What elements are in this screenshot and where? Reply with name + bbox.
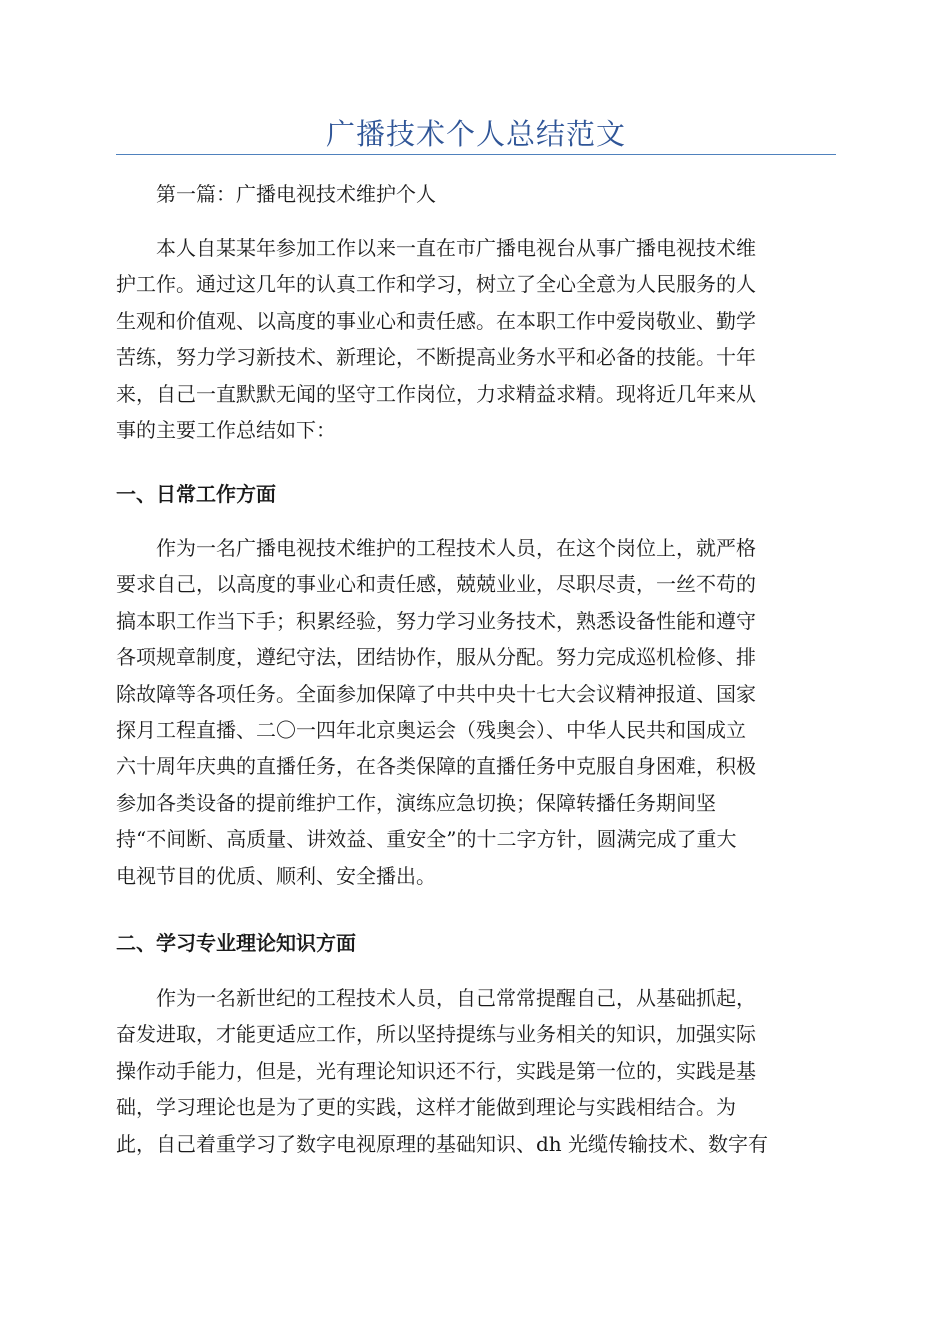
section1-line: 参加各类设备的提前维护工作，演练应急切换；保障转播任务期间坚 — [116, 790, 716, 815]
section1-line: 作为一名广播电视技术维护的工程技术人员，在这个岗位上，就严格 — [156, 536, 756, 560]
intro-line: 护工作。通过这几年的认真工作和学习，树立了全心全意为人民服务的人 — [116, 272, 756, 297]
intro-paragraph — [116, 230, 836, 448]
section1-line: 要求自己，以高度的事业心和责任感，兢兢业业，尽职尽责，一丝不苟的 — [116, 572, 756, 597]
intro-line: 事的主要工作总结如下： — [116, 418, 336, 443]
section1-paragraph — [116, 530, 836, 894]
section1-line: 除故障等各项任务。全面参加保障了中共中央十七大会议精神报道、国家 — [116, 681, 756, 706]
section2-heading-text: 二、学习专业理论知识方面 — [116, 931, 356, 955]
section1-line: 各项规章制度，遵纪守法，团结协作，服从分配。努力完成巡机检修、排 — [116, 645, 756, 670]
intro-line: 生观和价值观、以高度的事业心和责任感。在本职工作中爱岗敬业、勤学 — [116, 308, 756, 333]
section2-line: 此，自己着重学习了数字电视原理的基础知识、dh 光缆传输技术、数字有 — [116, 1131, 769, 1156]
title-underline — [116, 154, 836, 155]
section2-line: 础，学习理论也是为了更的实践，这样才能做到理论与实践相结合。为 — [116, 1095, 736, 1120]
section1-line: 探月工程直播、二〇一四年北京奥运会（残奥会）、中华人民共和国成立 — [116, 718, 746, 743]
section2-line: 作为一名新世纪的工程技术人员，自己常常提醒自己，从基础抓起， — [156, 986, 756, 1010]
section2-heading — [116, 925, 836, 961]
intro-line: 本人自某某年参加工作以来一直在市广播电视台从事广播电视技术维 — [156, 236, 756, 260]
section1-line: 电视节目的优质、顺利、安全播出。 — [116, 863, 436, 888]
intro-line: 苦练，努力学习新技术、新理论，不断提高业务水平和必备的技能。十年 — [116, 345, 756, 370]
section1-heading-text: 一、日常工作方面 — [116, 482, 276, 506]
section1-line: 搞本职工作当下手；积累经验，努力学习业务技术，熟悉设备性能和遵守 — [116, 608, 756, 633]
document-title: 广播技术个人总结范文 — [325, 117, 626, 151]
section1-line: 持“不间断、高质量、讲效益、重安全”的十二字方针，圆满完成了重大 — [116, 827, 737, 852]
section1-heading — [116, 476, 836, 512]
intro-line: 来，自己一直默默无闻的坚守工作岗位，力求精益求精。现将近几年来从 — [116, 381, 756, 406]
section2-line: 奋发进取，才能更适应工作，所以坚持提练与业务相关的知识，加强实际 — [116, 1022, 756, 1047]
section2-line: 操作动手能力，但是，光有理论知识还不行，实践是第一位的，实践是基 — [116, 1058, 756, 1083]
subtitle-text: 第一篇：广播电视技术维护个人 — [156, 182, 436, 206]
section1-line: 六十周年庆典的直播任务，在各类保障的直播任务中克服自身困难，积极 — [116, 754, 756, 779]
section2-paragraph — [116, 980, 836, 1162]
subtitle — [116, 176, 836, 212]
